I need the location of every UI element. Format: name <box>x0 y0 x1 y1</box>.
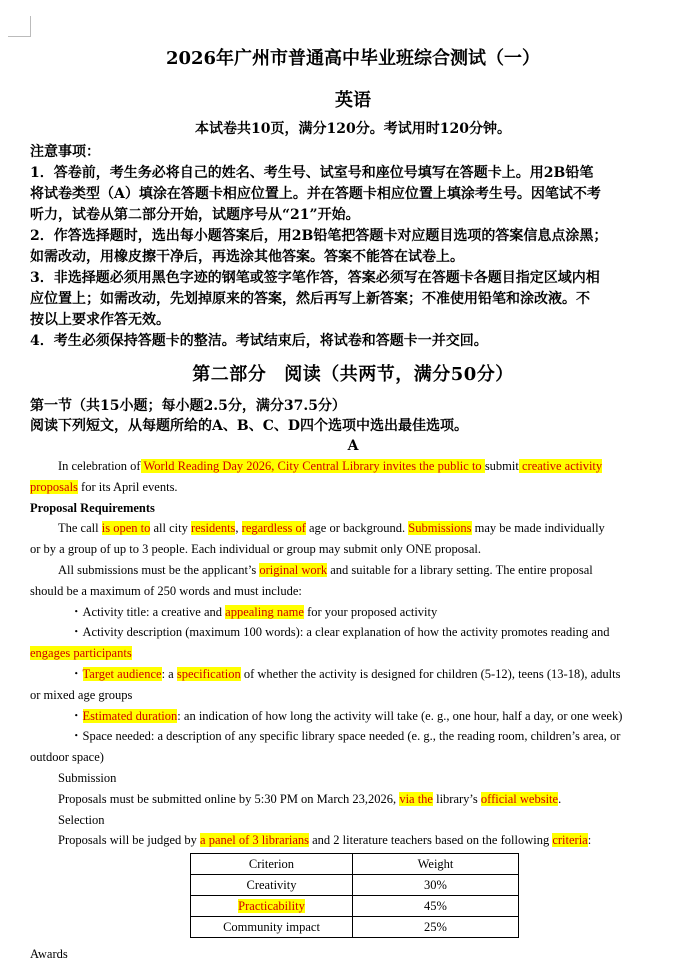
table-row <box>191 896 519 917</box>
passage-p3 <box>30 560 676 581</box>
text-segment: all city <box>150 521 191 536</box>
table-cell-criterion: Creativity <box>191 875 353 896</box>
highlighted-text: official website <box>480 791 559 806</box>
text-segment: for its April events. <box>77 479 178 494</box>
highlighted-text: Practicability <box>238 898 305 913</box>
highlighted-text: Submissions <box>408 521 472 536</box>
highlighted-text: appealing name <box>225 604 304 619</box>
text-segment: : an indication of how long the activity will take (e. g., one hour, half a day, or one week) <box>177 708 623 723</box>
highlighted-text: Target audience <box>82 666 162 681</box>
table-row <box>191 917 519 938</box>
highlighted-text: a panel of 3 librarians <box>200 833 309 848</box>
bullet-estimated-duration <box>30 706 676 727</box>
section-title: 第一节（共15小题；每小题2.5分，满分37.5分） <box>30 398 346 414</box>
text-segment: : a <box>161 666 177 681</box>
text-segment: and 2 literature teachers based on the following <box>309 833 553 848</box>
text-segment: for your proposed activity <box>303 604 438 619</box>
highlighted-text: engages participants <box>30 646 132 661</box>
bullet-target-audience <box>30 664 676 685</box>
highlighted-text: via the <box>399 791 433 806</box>
selection-heading: Selection <box>58 812 105 827</box>
text-segment: , <box>235 521 242 536</box>
table-cell-criterion: Community impact <box>191 917 353 938</box>
text-segment: and suitable for a library setting. The entire proposal <box>327 562 593 577</box>
text-segment: age or background. <box>305 521 409 536</box>
highlighted-text: World Reading Day 2026, City Central Library invites the public to <box>140 459 485 473</box>
highlighted-text: criteria <box>552 833 588 848</box>
table-header-weight: Weight <box>353 854 519 875</box>
awards-heading: Awards <box>30 947 68 962</box>
passage-letter: A <box>347 438 359 454</box>
table-cell-weight: 25% <box>353 917 519 938</box>
passage-p3-cont: should be a maximum of 250 words and must include: <box>30 583 302 598</box>
section-instruction: 阅读下列短文，从每题所给的A、B、C、D四个选项中选出最佳选项。 <box>30 418 468 434</box>
bullet-activity-title <box>30 602 676 623</box>
highlighted-text: regardless of <box>241 521 306 536</box>
part-title <box>30 360 676 386</box>
passage-p2 <box>30 518 676 539</box>
text-segment: In celebration of <box>58 459 141 473</box>
passage-p2-cont: or by a group of up to 3 people. Each individual or group may submit only ONE proposal. <box>30 542 481 557</box>
table-cell-weight: 30% <box>353 875 519 896</box>
passage-p1-cont <box>30 477 676 498</box>
highlighted-text: residents <box>190 521 236 536</box>
table-row <box>191 875 519 896</box>
bullet-activity-description: ・Activity description (maximum 100 words): a clear explanation of how the activity promotes reading and <box>70 625 610 640</box>
table-header-criterion: Criterion <box>191 854 353 875</box>
bullet-activity-description-cont <box>30 643 676 664</box>
part-title-number: 第二部分 <box>192 364 267 385</box>
notes-line: 3．非选择题必须用黑色字迹的钢笔或签字笔作答，答案必须写在答题卡各题目指定区域内相 <box>30 270 600 286</box>
bullet-space-needed-cont: outdoor space) <box>30 750 104 765</box>
part-title-name: 阅读（共两节，满分50分） <box>284 364 514 385</box>
text-segment: ・Activity title: a creative and <box>70 604 226 619</box>
highlighted-text: Estimated duration <box>82 708 178 723</box>
text-segment: All submissions must be the applicant’s <box>58 562 260 577</box>
table-header-row <box>191 854 519 875</box>
submission-text <box>30 789 676 810</box>
notes-heading: 注意事项： <box>30 144 100 160</box>
notes-line: 2．作答选择题时，选出每小题答案后，用2B铅笔把答题卡对应题目选项的答案信息点涂黑； <box>30 228 608 244</box>
text-segment: library’s <box>432 791 481 806</box>
text-segment: Proposals will be judged by <box>58 833 201 848</box>
text-segment: ・ <box>70 666 83 681</box>
highlighted-text: proposals <box>30 479 78 494</box>
text-segment: . <box>558 791 562 806</box>
passage-p1 <box>30 456 676 477</box>
text-segment: may be made individually <box>471 521 605 536</box>
corner-crop-mark <box>8 16 31 37</box>
table-cell-weight: 45% <box>353 896 519 917</box>
selection-text <box>30 830 676 851</box>
text-segment: : <box>587 833 592 848</box>
highlighted-text: original work <box>259 562 328 577</box>
text-segment: of whether the activity is designed for children (5-12), teens (13-18), adults <box>240 666 621 681</box>
notes-line: 1．答卷前，考生务必将自己的姓名、考生号、试室号和座位号填写在答题卡上。用2B铅笔 <box>30 165 594 181</box>
notes-line: 4．考生必须保持答题卡的整洁。考试结束后，将试卷和答题卡一并交回。 <box>30 333 488 349</box>
highlighted-text: is open to <box>101 521 151 536</box>
table-cell-criterion <box>191 896 353 917</box>
notes-line: 按以上要求作答无效。 <box>30 312 170 328</box>
notes-line: 应位置上；如需改动，先划掉原来的答案，然后再写上新答案；不准使用铅笔和涂改液。不 <box>30 291 590 307</box>
text-segment: submit <box>484 459 519 473</box>
text-segment: ・ <box>70 708 83 723</box>
exam-info: 本试卷共10页，满分120分。考试用时120分钟。 <box>195 121 511 137</box>
requirements-heading: Proposal Requirements <box>30 500 155 515</box>
exam-title: 2026年广州市普通高中毕业班综合测试（一） <box>165 48 541 69</box>
notes-list <box>30 163 676 352</box>
bullet-target-audience-cont: or mixed age groups <box>30 687 133 702</box>
notes-line: 如需改动，用橡皮擦干净后，再选涂其他答案。答案不能答在试卷上。 <box>30 249 464 265</box>
subject-title: 英语 <box>335 90 371 111</box>
text-segment: The call <box>58 521 102 536</box>
notes-line: 将试卷类型（A）填涂在答题卡相应位置上。并在答题卡相应位置上填涂考生号。因笔试不考 <box>30 186 601 202</box>
bullet-space-needed: ・Space needed: a description of any specific library space needed (e. g., the reading room, children’s area, or <box>70 729 621 744</box>
criteria-table <box>190 853 519 938</box>
text-segment: Proposals must be submitted online by 5:30 PM on March 23,2026, <box>58 791 400 806</box>
highlighted-text: creative activity <box>518 459 603 473</box>
notes-line: 听力，试卷从第二部分开始，试题序号从“21”开始。 <box>30 207 360 223</box>
submission-heading: Submission <box>58 770 117 785</box>
highlighted-text: specification <box>176 666 241 681</box>
exam-page <box>30 40 676 965</box>
